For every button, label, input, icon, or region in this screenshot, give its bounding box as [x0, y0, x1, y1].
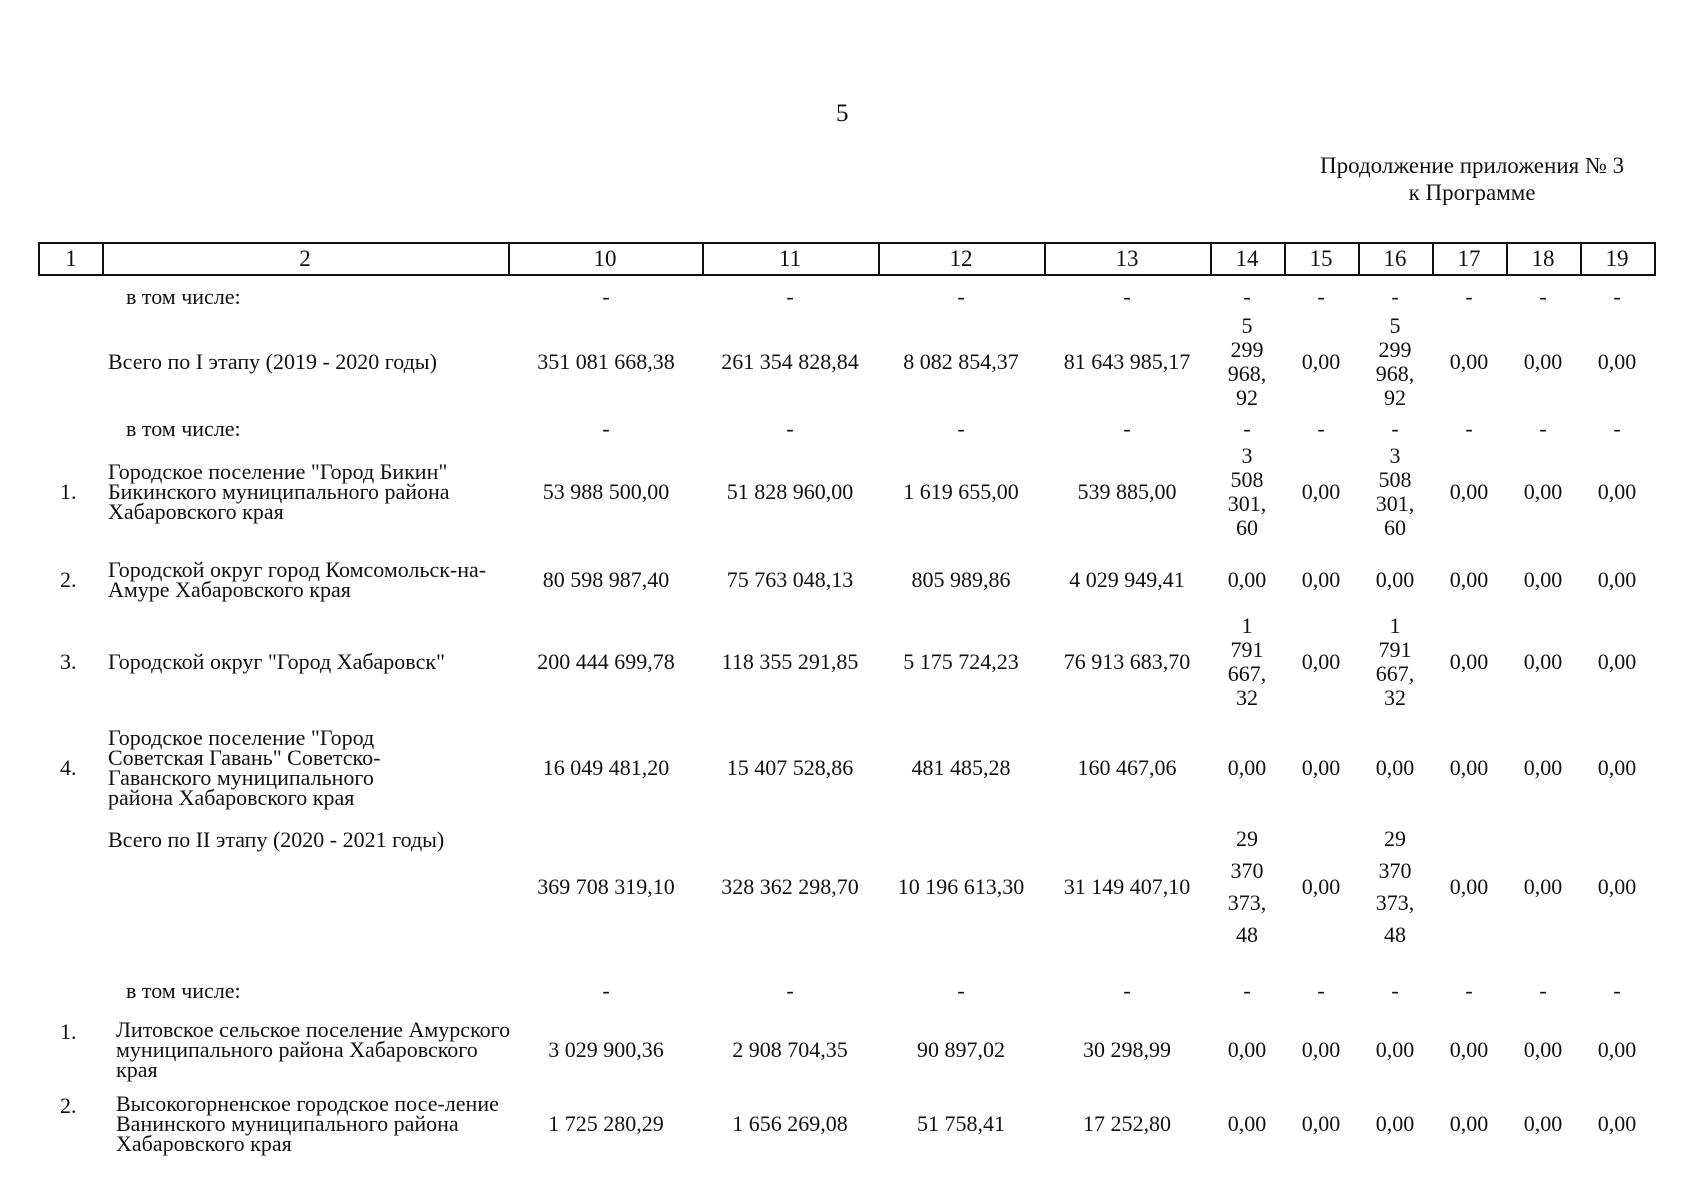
table-row	[0, 974, 1708, 1008]
cell-col-17: 0,00	[1449, 1111, 1489, 1136]
cell-col-11: 15 407 528,86	[726, 755, 854, 780]
header-col-2: 2	[102, 242, 510, 276]
header-col-10: 10	[508, 242, 704, 276]
row-number: 2.	[60, 567, 77, 592]
dash-cell: -	[1465, 416, 1473, 441]
cell-col-13: 160 467,06	[1077, 755, 1177, 780]
dash-cell: -	[1613, 978, 1621, 1003]
dash-cell: -	[1317, 284, 1325, 309]
header-col-11: 11	[702, 242, 880, 276]
cell-col-10: 200 444 699,78	[537, 649, 675, 674]
cell-col-13: 81 643 985,17	[1063, 349, 1191, 374]
dash-cell: -	[1123, 978, 1131, 1003]
cell-col-14: 1 791 667, 32	[1227, 613, 1267, 710]
table-row	[0, 1016, 1708, 1084]
cell-col-10: 80 598 987,40	[542, 567, 670, 592]
cell-col-12: 1 619 655,00	[903, 479, 1019, 504]
cell-col-15: 0,00	[1301, 349, 1341, 374]
cell-col-17: 0,00	[1449, 1037, 1489, 1062]
cell-col-18: 0,00	[1523, 755, 1563, 780]
cell-col-10: 1 725 280,29	[548, 1111, 664, 1136]
cell-col-19: 0,00	[1597, 1111, 1637, 1136]
cell-col-11: 2 908 704,35	[732, 1037, 848, 1062]
cell-col-11: 75 763 048,13	[726, 567, 854, 592]
dash-cell: -	[1465, 978, 1473, 1003]
table-row	[0, 1090, 1708, 1158]
dash-cell: -	[786, 416, 794, 441]
header-col-18: 18	[1506, 242, 1582, 276]
cell-col-19: 0,00	[1597, 1037, 1637, 1062]
cell-col-16: 5 299 968, 92	[1375, 313, 1415, 410]
cell-col-19: 0,00	[1597, 649, 1637, 674]
dash-cell: -	[1317, 978, 1325, 1003]
cell-col-11: 1 656 269,08	[732, 1111, 848, 1136]
cell-col-12: 90 897,02	[917, 1037, 1005, 1062]
cell-col-16: 0,00	[1375, 1037, 1415, 1062]
header-col-19: 19	[1580, 242, 1656, 276]
cell-col-11: 118 355 291,85	[721, 649, 859, 674]
row-name: Всего по II этапу (2020 - 2021 годы)	[108, 827, 445, 852]
table-row	[0, 716, 1708, 820]
table-row	[0, 822, 1708, 952]
cell-col-18: 0,00	[1523, 1111, 1563, 1136]
dash-cell: -	[1123, 284, 1131, 309]
dash-cell: -	[786, 978, 794, 1003]
cell-col-14: 3 508 301, 60	[1227, 443, 1267, 540]
dash-cell: -	[1391, 978, 1399, 1003]
row-number: 3.	[60, 649, 77, 674]
cell-col-11: 51 828 960,00	[726, 479, 854, 504]
table-row	[0, 546, 1708, 614]
cell-col-14: 29 370 373, 48	[1227, 826, 1267, 947]
cell-col-10: 3 029 900,36	[548, 1037, 664, 1062]
dash-cell: -	[957, 416, 965, 441]
cell-col-13: 76 913 683,70	[1063, 649, 1191, 674]
cell-col-17: 0,00	[1449, 874, 1489, 899]
header-col-17: 17	[1432, 242, 1508, 276]
dash-cell: -	[1243, 284, 1251, 309]
cell-col-13: 539 885,00	[1077, 479, 1177, 504]
dash-cell: -	[1123, 416, 1131, 441]
header-col-12: 12	[878, 242, 1046, 276]
dash-cell: -	[602, 284, 610, 309]
row-number: 1.	[60, 479, 77, 504]
cell-col-19: 0,00	[1597, 874, 1637, 899]
cell-col-13: 30 298,99	[1083, 1037, 1171, 1062]
cell-col-13: 4 029 949,41	[1069, 567, 1185, 592]
dash-cell: -	[1243, 416, 1251, 441]
cell-col-16: 0,00	[1375, 567, 1415, 592]
dash-cell: -	[1539, 416, 1547, 441]
dash-cell: -	[957, 284, 965, 309]
page-number: 5	[836, 100, 849, 127]
cell-col-14: 0,00	[1227, 1037, 1267, 1062]
cell-col-10: 369 708 319,10	[537, 874, 675, 899]
cell-col-12: 805 989,86	[911, 567, 1011, 592]
dash-cell: -	[602, 978, 610, 1003]
row-number: 2.	[60, 1093, 77, 1118]
row-name: Городское поселение "Город Советская Гавань" Советско-Гаванского муниципального района Хабаровского края	[108, 725, 381, 810]
dash-cell: -	[1465, 284, 1473, 309]
dash-cell: -	[1391, 284, 1399, 309]
dash-cell: -	[1317, 416, 1325, 441]
cell-col-12: 10 196 613,30	[897, 874, 1025, 899]
dash-cell: -	[957, 978, 965, 1003]
dash-cell: -	[1391, 416, 1399, 441]
cell-col-18: 0,00	[1523, 874, 1563, 899]
cell-col-16: 1 791 667, 32	[1375, 613, 1415, 710]
cell-col-12: 8 082 854,37	[903, 349, 1019, 374]
header-col-1: 1	[38, 242, 104, 276]
cell-col-10: 351 081 668,38	[537, 349, 675, 374]
cell-col-11: 261 354 828,84	[721, 349, 859, 374]
cell-col-15: 0,00	[1301, 479, 1341, 504]
cell-col-15: 0,00	[1301, 1111, 1341, 1136]
dash-cell: -	[1539, 978, 1547, 1003]
table-row	[0, 280, 1708, 314]
cell-col-19: 0,00	[1597, 349, 1637, 374]
cell-col-18: 0,00	[1523, 567, 1563, 592]
cell-col-18: 0,00	[1523, 649, 1563, 674]
cell-col-17: 0,00	[1449, 649, 1489, 674]
cell-col-12: 51 758,41	[917, 1111, 1005, 1136]
cell-col-16: 29 370 373, 48	[1375, 826, 1415, 947]
table-row	[0, 310, 1708, 414]
cell-col-18: 0,00	[1523, 349, 1563, 374]
appendix-line-2: к Программе	[1408, 180, 1536, 205]
row-name: Высокогорненское городское посе-ление Ванинского муниципального района Хабаровского края	[116, 1091, 499, 1156]
cell-col-12: 5 175 724,23	[903, 649, 1019, 674]
sub-label: в том числе:	[126, 978, 241, 1003]
header-col-15: 15	[1284, 242, 1360, 276]
cell-col-14: 5 299 968, 92	[1227, 313, 1267, 410]
cell-col-17: 0,00	[1449, 755, 1489, 780]
cell-col-10: 53 988 500,00	[542, 479, 670, 504]
table-row	[0, 610, 1708, 714]
row-name: Городской округ город Комсомольск-на-Амуре Хабаровского края	[108, 557, 487, 602]
cell-col-17: 0,00	[1449, 479, 1489, 504]
header-col-14: 14	[1210, 242, 1286, 276]
cell-col-13: 17 252,80	[1083, 1111, 1171, 1136]
header-col-13: 13	[1044, 242, 1212, 276]
dash-cell: -	[1539, 284, 1547, 309]
cell-col-19: 0,00	[1597, 567, 1637, 592]
cell-col-12: 481 485,28	[911, 755, 1011, 780]
cell-col-14: 0,00	[1227, 755, 1267, 780]
appendix-line-1: Продолжение приложения № 3	[1320, 153, 1625, 178]
dash-cell: -	[786, 284, 794, 309]
cell-col-15: 0,00	[1301, 874, 1341, 899]
cell-col-14: 0,00	[1227, 1111, 1267, 1136]
cell-col-16: 0,00	[1375, 1111, 1415, 1136]
cell-col-17: 0,00	[1449, 349, 1489, 374]
row-number: 4.	[60, 755, 77, 780]
cell-col-15: 0,00	[1301, 649, 1341, 674]
cell-col-16: 3 508 301, 60	[1375, 443, 1415, 540]
row-name: Литовское сельское поселение Амурского муниципального района Хабаровского края	[116, 1017, 511, 1082]
cell-col-10: 16 049 481,20	[542, 755, 670, 780]
header-col-16: 16	[1358, 242, 1434, 276]
sub-label: в том числе:	[126, 284, 241, 309]
cell-col-19: 0,00	[1597, 755, 1637, 780]
cell-col-15: 0,00	[1301, 1037, 1341, 1062]
dash-cell: -	[1613, 284, 1621, 309]
cell-col-17: 0,00	[1449, 567, 1489, 592]
cell-col-15: 0,00	[1301, 567, 1341, 592]
dash-cell: -	[602, 416, 610, 441]
cell-col-14: 0,00	[1227, 567, 1267, 592]
dash-cell: -	[1613, 416, 1621, 441]
row-name: Всего по I этапу (2019 - 2020 годы)	[108, 349, 437, 374]
cell-col-11: 328 362 298,70	[721, 874, 859, 899]
dash-cell: -	[1243, 978, 1251, 1003]
cell-col-13: 31 149 407,10	[1063, 874, 1191, 899]
appendix-note	[1320, 152, 1624, 206]
row-name: Городское поселение "Город Бикин" Бикинского муниципального района Хабаровского края	[108, 459, 450, 524]
row-name: Городской округ "Город Хабаровск"	[108, 649, 446, 674]
cell-col-15: 0,00	[1301, 755, 1341, 780]
table-row	[0, 440, 1708, 544]
cell-col-18: 0,00	[1523, 1037, 1563, 1062]
sub-label: в том числе:	[126, 416, 241, 441]
cell-col-16: 0,00	[1375, 755, 1415, 780]
cell-col-18: 0,00	[1523, 479, 1563, 504]
row-number: 1.	[60, 1019, 77, 1044]
cell-col-19: 0,00	[1597, 479, 1637, 504]
